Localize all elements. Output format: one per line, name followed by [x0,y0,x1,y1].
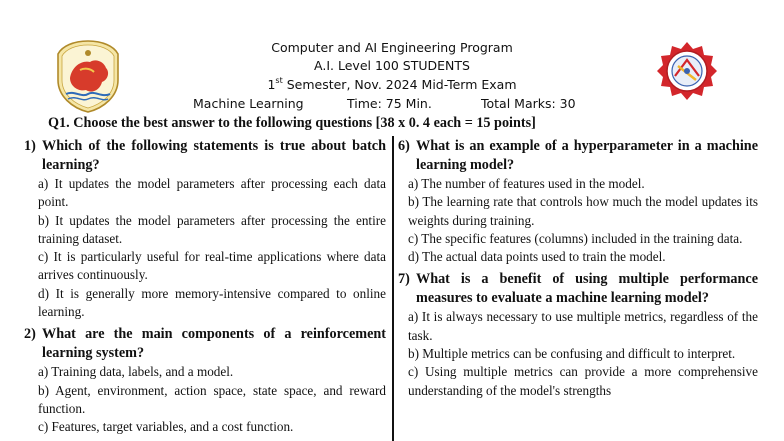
answer-option: c) The specific features (columns) included in the training data. [408,230,743,246]
course-name: Machine Learning [193,96,304,111]
answer-option: a) It is always necessary to use multiple metrics, regardless of the task. [408,309,758,343]
exam-time: Time: 75 Min. [347,96,432,111]
answer-option: b) Multiple metrics can be confusing and difficult to interpret. [408,346,736,362]
question-text: What are the main components of a reinforcement learning system? [42,326,386,362]
answer-option: a) The number of features used in the model. [408,176,645,191]
question-number: 1) [24,138,36,154]
question-number: 7) [398,271,410,288]
right-column [398,136,758,400]
column-divider [392,136,394,441]
semester-line [0,76,784,93]
semester-text: Semester, Nov. 2024 Mid-Term Exam [282,77,517,92]
semester-number: 1 [267,77,276,92]
question-block [398,270,758,399]
semester-ordinal: st [275,76,283,85]
program-title: Computer and AI Engineering Program [271,40,513,55]
question-block [24,137,386,321]
answer-option: c) It is particularly useful for real-time applications where data arrives continuously. [38,249,386,283]
section-title: Q1. Choose the best answer to the following questions [38 x 0. 4 each = 15 points] [48,115,536,131]
answer-option: b) Agent, environment, action space, state space, and reward function. [38,382,386,416]
question-text: What is an example of a hyperparameter in a machine learning model? [416,138,758,173]
question-block [24,325,386,436]
question-text: What is a benefit of using multiple performance measures to evaluate a machine learning model? [416,271,758,307]
question-number: 2) [24,326,36,343]
answer-option: d) It is generally more memory-intensive compared to online learning. [38,285,386,320]
answer-option: a) It updates the model parameters after processing each data point. [38,176,386,210]
answer-option: b) The learning rate that controls how much the model updates its weights during training. [408,194,758,228]
answer-option: c) Using multiple metrics can provide a more comprehensive understanding of the model's strengths [408,364,758,398]
total-marks: Total Marks: 30 [481,96,576,111]
question-text: Which of the following statements is true about batch learning? [42,138,386,173]
answer-option: c) Features, target variables, and a cost function. [38,419,294,435]
question-number: 6) [398,138,410,154]
level-title: A.I. Level 100 STUDENTS [314,58,470,73]
answer-option: b) It updates the model parameters after processing the entire training dataset. [38,212,386,246]
left-column [24,136,386,437]
answer-option: d) The actual data points used to train the model. [408,249,666,265]
question-block [398,137,758,266]
answer-option: a) Training data, labels, and a model. [38,364,234,380]
